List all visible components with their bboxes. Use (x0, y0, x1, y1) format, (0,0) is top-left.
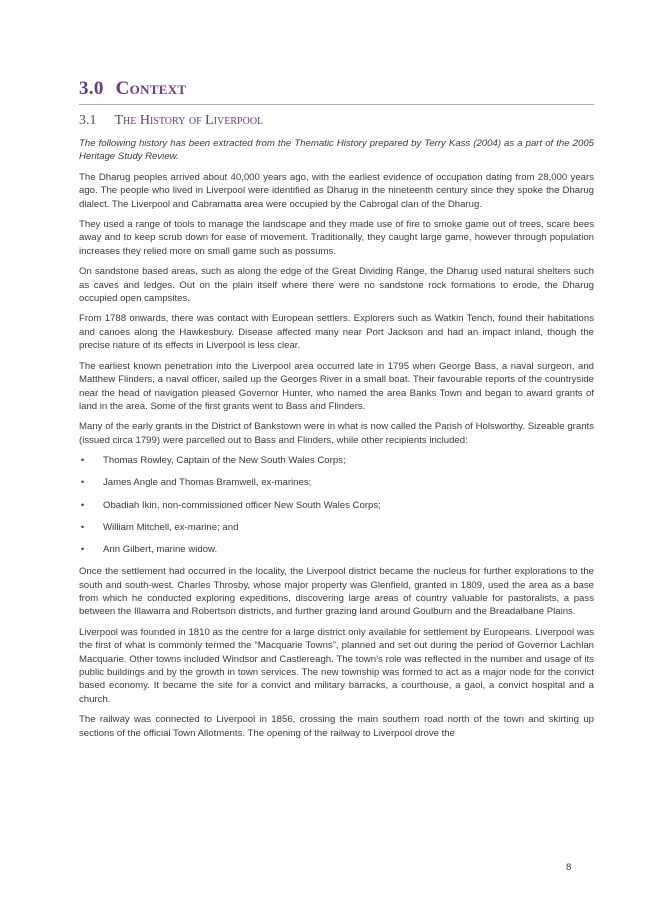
list-item (79, 521, 594, 534)
list-item (79, 476, 594, 489)
body-paragraph: Once the settlement had occurred in the locality, the Liverpool district became the nucleus for further explorations to the south and south-west. Charles Throsby, whose major property was Glenfield, granted in 1809, used the area as a base from which he conducted exploring expeditions, discovering large areas of country valuable for pastoralists, a pass between the Illawarra and Robertson districts, and further grazing land around Goulburn and the Breadalbane Plains. (79, 566, 594, 618)
subsection-heading (79, 111, 594, 131)
bullet-icon: • (81, 477, 85, 488)
bullet-icon: • (81, 499, 85, 510)
body-paragraph: They used a range of tools to manage the landscape and they made use of fire to smoke game out of trees, scare bees away and to keep scrub down for ease of movement. Traditionally, they caught large game, however through population increases they relied more on small game such as possums. (79, 219, 594, 257)
body-paragraph: Many of the early grants in the District of Bankstown were in what is now called the Parish of Holsworthy. Sizeable grants (issued circa 1799) were parcelled out to Bass and Flinders, while other recipients included: (79, 421, 594, 446)
subsection-title: The History of Liverpool (114, 113, 264, 128)
bullet-icon: • (81, 455, 85, 466)
body-paragraph: The Dharug peoples arrived about 40,000 years ago, with the earliest evidence of occupation dating from 28,000 years ago. The people who lived in Liverpool were identified as Dharug in the nineteenth century since they spoke the Dharug dialect. The Liverpool and Cabramatta area were occupied by the Cabrogal clan of the Dharug. (79, 171, 594, 210)
body-paragraph: On sandstone based areas, such as along the edge of the Great Dividing Range, the Dharug used natural shelters such as caves and ledges. Out on the plain itself where there were no sandstone rock formations to erode, the Dharug occupied open campsites. (79, 266, 594, 305)
section-heading (79, 76, 594, 105)
list-item-text: William Mitchell, ex-marine; and (103, 521, 239, 533)
list-item-text: Obadiah Ikin, non-commissioned officer New South Wales Corps; (103, 499, 381, 511)
grant-recipients-list (79, 454, 594, 556)
section-number: 3.0 (79, 78, 104, 99)
bullet-icon: • (81, 521, 85, 532)
subsection-number: 3.1 (79, 113, 97, 128)
section-title: Context (115, 78, 187, 99)
page-number: 8 (566, 862, 572, 873)
bullet-icon: • (81, 543, 85, 554)
body-paragraph: The earliest known penetration into the Liverpool area occurred late in 1795 when George Bass, a naval surgeon, and Matthew Flinders, a naval officer, sailed up the Georges River in a small boat. Their favourable reports of the countryside near the head of navigation pleased Governor Hunter, who named the area Banks Town and began to award grants of land in the area. Some of the first grants went to Bass and Flinders. (79, 360, 594, 412)
document-page (79, 76, 594, 747)
list-item-text: James Angle and Thomas Bramwell, ex-marines; (103, 477, 312, 489)
list-item-text: Thomas Rowley, Captain of the New South Wales Corps; (103, 455, 346, 467)
list-item (79, 454, 594, 467)
list-item-text: Ann Gilbert, marine widow. (103, 543, 218, 555)
body-paragraph: From 1788 onwards, there was contact with European settlers. Explorers such as Watkin Tench, found their habitations and canoes along the Hawkesbury. Disease affected many near Port Jackson and had an impact inland, though the precise nature of its effects in Liverpool is less clear. (79, 313, 594, 352)
body-paragraph: The railway was connected to Liverpool in 1856, crossing the main southern road north of the town and skirting up sections of the official Town Allotments. The opening of the railway to Liverpool drove the (79, 714, 594, 739)
list-item (79, 499, 594, 512)
list-item (79, 543, 594, 556)
body-paragraph: Liverpool was founded in 1810 as the centre for a large district only available for settlement by Europeans. Liverpool was the first of what is commonly termed the “Macquarie Towns”, planned and set out during the period of Governor Lachlan Macquarie. Other towns included Windsor and Castlereagh. The town’s role was reflected in the number and usage of its public buildings and by the growth in town services. The new township was formed to act as a major node for the convict based economy. It became the site for a convict and military barracks, a courthouse, a gaol, a convict hospital and a church. (79, 626, 594, 705)
intro-paragraph: The following history has been extracted from the Thematic History prepared by Terry Kass (2004) as a part of the 2005 Heritage Study Review. (79, 138, 594, 163)
